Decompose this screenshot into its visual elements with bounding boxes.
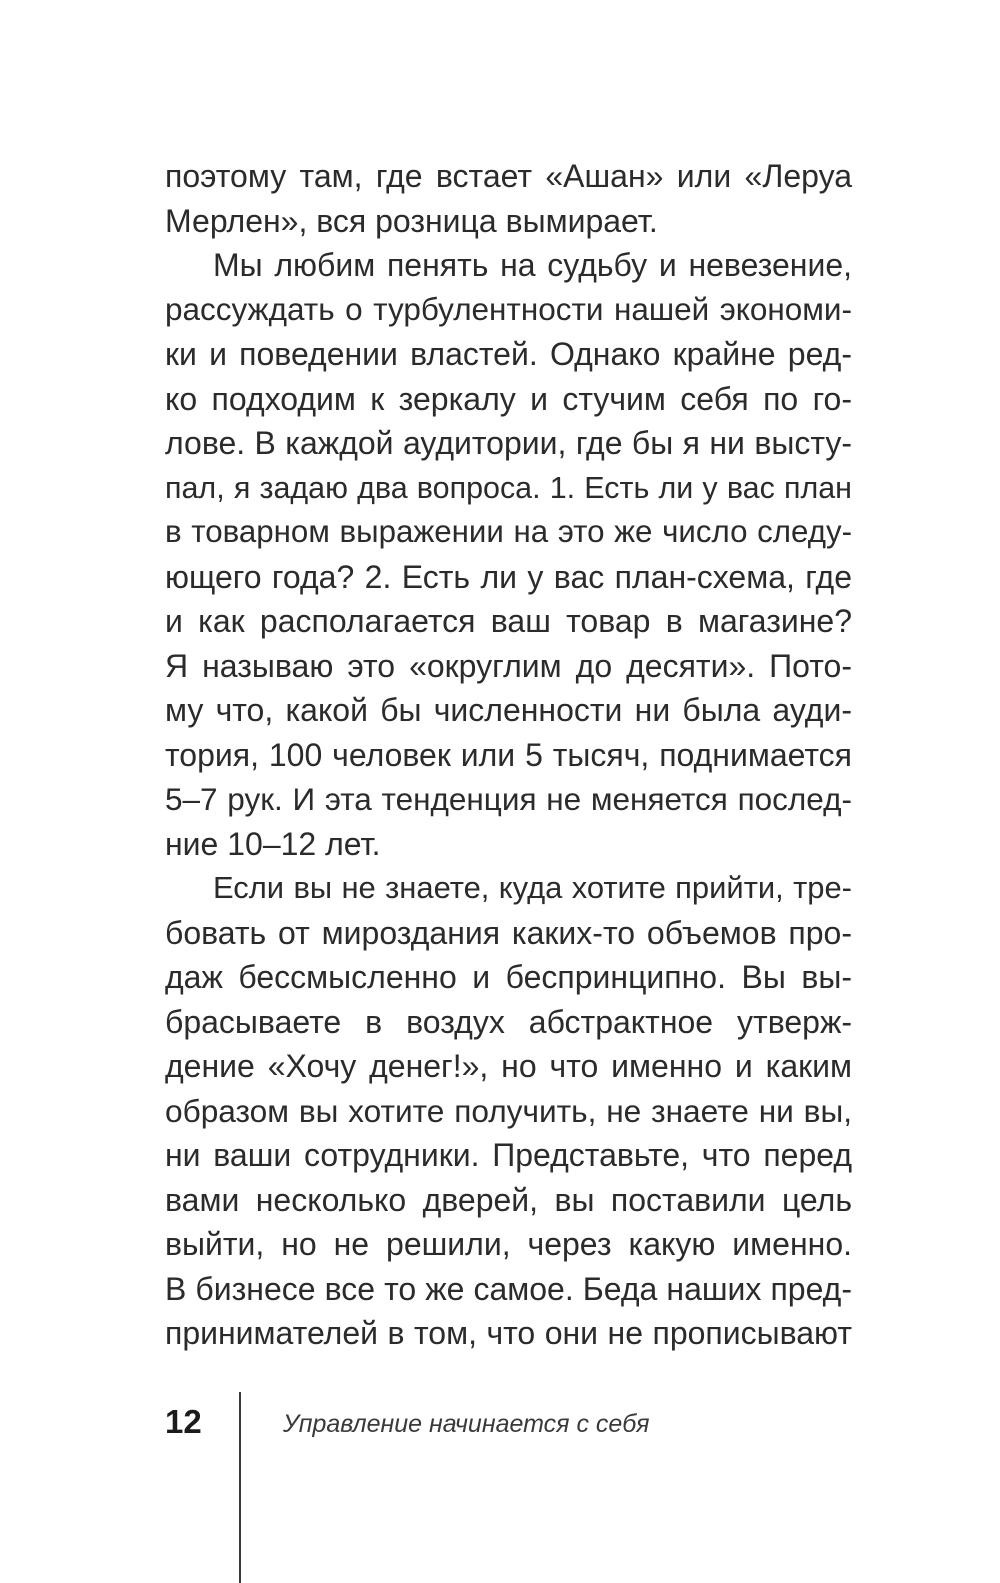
text-line: ни ваши сотрудники. Представьте, что перед [165,1137,852,1173]
text-line: поэтому там, где встает «Ашан» или «Леруа [165,158,852,194]
page-number: 12 [165,1403,202,1440]
running-title: Управление начинается с себя [283,1410,650,1438]
text-line: ющего года? 2. Есть ли у вас план-схема, где [165,558,852,595]
text-line: 5–7 рук. И эта тенденция не меняется послед- [165,781,852,817]
footer-divider [239,1392,241,1583]
text-line: бовать от мироздания каких-то объемов про- [165,914,852,951]
text-line: принимателей в том, что они не прописывают [165,1315,852,1351]
text-line: ки и поведении властей. Однако крайне ред- [165,336,852,372]
text-line: в товарном выражении на это же число следу- [165,514,852,549]
text-line: Я называю это «округлим до десяти». Пото- [165,647,852,684]
text-line: вами несколько дверей, вы поставили цель [165,1181,852,1218]
page-body-text [165,154,852,1356]
text-line: пал, я задаю два вопроса. 1. Есть ли у вас план [165,470,852,505]
text-line: дение «Хочу денег!», но что именно и каким [165,1048,852,1084]
text-line: даж бессмысленно и беспринципно. Вы вы- [165,959,852,995]
text-line: ко подходим к зеркалу и стучим себя по го- [165,380,852,417]
text-line: Если вы не знаете, куда хотите прийти, тре- [213,870,852,905]
text-line: рассуждать о турбулентности нашей экономи- [165,291,852,327]
text-line: выйти, но не решили, через какую именно. [165,1226,852,1262]
text-line: Мерлен», вся розница вымирает. [165,202,658,239]
text-line: Мы любим пенять на судьбу и невезение, [213,247,852,283]
text-line: лове. В каждой аудитории, где бы я ни высту- [165,425,852,461]
text-line: образом вы хотите получить, не знаете ни вы, [165,1092,852,1129]
text-line: му что, какой бы численности ни была ауди- [165,692,852,728]
text-line: тория, 100 человек или 5 тысяч, поднимается [165,736,852,773]
text-line: брасываете в воздух абстрактное утверж- [165,1003,852,1040]
text-line: В бизнесе все то же самое. Беда наших пред- [165,1270,852,1307]
text-line: ние 10–12 лет. [165,825,381,862]
text-line: и как располагается ваш товар в магазине? [165,603,852,639]
